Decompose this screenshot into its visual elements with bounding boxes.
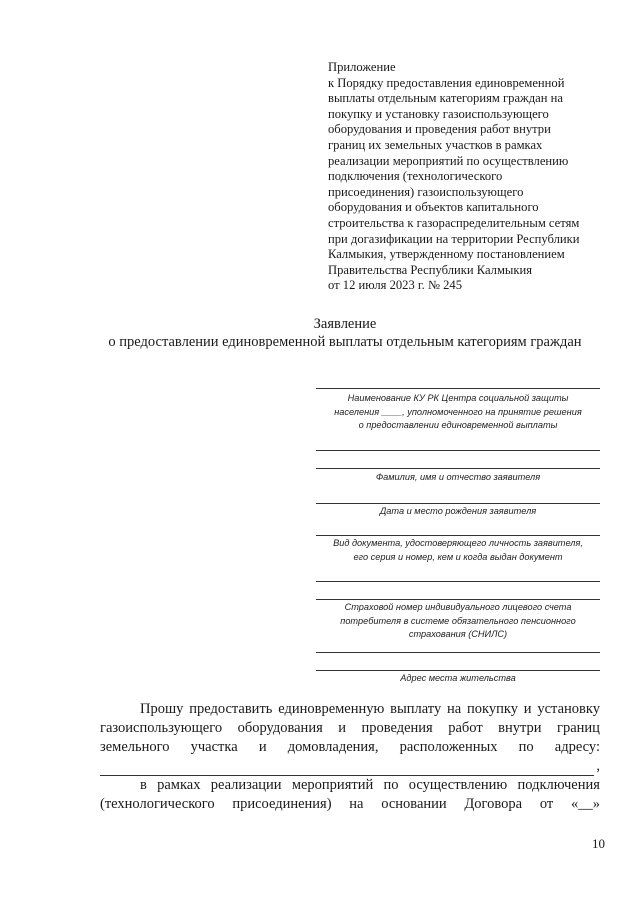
org-caption-line: населения ____, уполномоченного на принятие решения [334,406,582,417]
org-input-line-1[interactable] [316,388,600,389]
paragraph-word: «__» [570,796,600,812]
appendix-line: Калмыкия, утвержденному постановлением [328,247,565,262]
paragraph-word: установку [537,701,600,717]
paragraph-line-4 [100,757,600,776]
paragraph-word: основании [381,796,447,812]
document-subtitle: о предоставлении единовременной выплаты отдельным категориям граждан [108,334,582,350]
paragraph-word: реализации [210,777,282,793]
paragraph-word: Прошу [140,701,184,717]
snils-caption [316,601,600,642]
paragraph-word: предоставить [189,701,273,717]
paragraph-word: мероприятий [291,777,374,793]
appendix-line: выплаты отдельным категориям граждан на [328,91,563,106]
doc-caption-line: его серия и номер, кем и когда выдан документ [353,551,563,562]
paragraph-word: и [258,739,267,755]
name-caption: Фамилия, имя и отчество заявителя [375,472,541,482]
appendix-line: от 12 июля 2023 г. № 245 [328,278,463,293]
appendix-line: строительства к газораспределительным сетям [328,215,580,230]
paragraph-word: в [140,777,147,793]
paragraph-word: выплату [390,701,442,717]
name-input-line-2[interactable] [316,468,600,469]
name-input-line-1[interactable] [316,450,600,451]
snils-input-line-1[interactable] [316,581,600,582]
paragraph-word: границ [557,720,600,736]
snils-caption-line: потребителя в системе обязательного пенсионного [340,615,576,626]
appendix-line: к Порядку предоставления единовременной [328,75,565,90]
paragraph-word: (технологического [100,796,215,812]
paragraph-word: внутри [498,720,542,736]
snils-input-line-2[interactable] [316,599,600,600]
paragraph-word: рамках [157,777,201,793]
address-fill-line[interactable] [100,761,594,776]
paragraph-word: подключения [517,777,600,793]
paragraph-word: газоиспользующего [100,720,223,736]
appendix-line: оборудования и проведения работ внутри [328,122,551,137]
paragraph-word: от [539,796,554,812]
appendix-line: подключения (технологического [328,169,503,184]
doc-caption-line: Вид документа, удостоверяющего личность заявителя, [333,538,583,548]
paragraph-word: присоединения) [232,796,332,812]
appendix-line: Правительства Республики Калмыкия [328,262,533,277]
paragraph-word: земельного [100,739,170,755]
paragraph-word: по [518,739,534,755]
paragraph-word: на [349,796,364,812]
doc-caption [316,537,600,564]
snils-caption-line: страхования (СНИЛС) [408,629,508,639]
doc-input-line[interactable] [316,535,600,536]
paragraph-word: на [447,701,462,717]
appendix-header [328,60,618,294]
paragraph-line-2 [100,719,600,738]
paragraph-word: проведения [361,720,433,736]
paragraph-word: Договора [464,796,523,812]
address-input-line-1[interactable] [316,652,600,653]
paragraph-word: и [523,701,532,717]
appendix-line: покупку и установку газоиспользующего [328,106,549,121]
paragraph-line-1 [100,700,600,719]
org-caption-line: о предоставлении единовременной выплаты [358,420,558,430]
paragraph-line-3 [100,738,600,757]
paragraph-word: покупку [467,701,518,717]
paragraph-word: расположенных [399,739,498,755]
paragraph-line-6 [100,795,600,814]
address-fill-comma: , [596,758,600,774]
page-number: 10 [592,836,605,851]
address-caption: Адрес места жительства [400,673,516,683]
appendix-line: реализации мероприятий по осуществлению [328,153,569,168]
document-title: Заявление [313,316,377,332]
paragraph-word: участка [190,739,238,755]
appendix-line: границ их земельных участков в рамках [328,137,543,152]
paragraph-word: адресу: [554,739,600,755]
appendix-line: Приложение [328,60,396,74]
paragraph-word: оборудования [237,720,323,736]
address-input-line-2[interactable] [316,670,600,671]
org-caption [316,392,600,433]
org-caption-line: Наименование КУ РК Центра социальной защиты [347,393,569,403]
birth-caption: Дата и место рождения заявителя [379,506,537,516]
paragraph-line-5 [100,776,600,795]
paragraph-word: единовременную [278,701,385,717]
appendix-line: присоединения) газоиспользующего [328,184,524,199]
paragraph-word: работ [448,720,483,736]
snils-caption-line: Страховой номер индивидуального лицевого счета [344,602,572,612]
paragraph-word: и [338,720,346,736]
paragraph-word: по [383,777,399,793]
birth-input-line[interactable] [316,503,600,504]
appendix-line: оборудования и объектов капитального [328,200,539,215]
paragraph-word: осуществлению [408,777,508,793]
paragraph-word: домовладения, [287,739,379,755]
request-paragraph [100,700,600,814]
appendix-line: при догазификации на территории Республики [328,231,580,246]
